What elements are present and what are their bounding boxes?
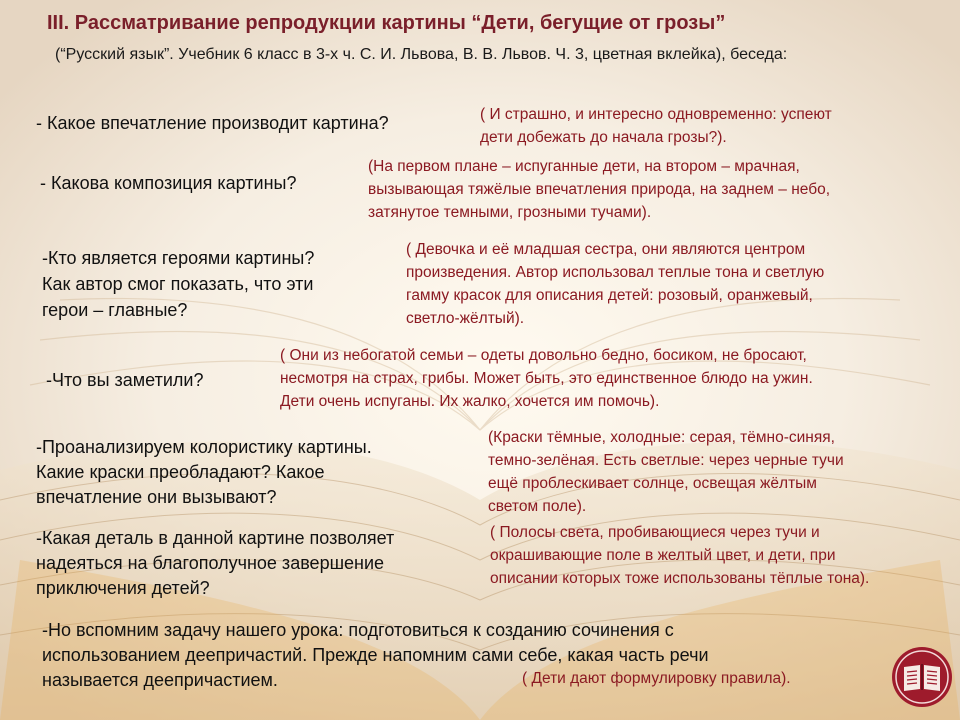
answer-3: ( Девочка и её младшая сестра, они являются центром произведения. Автор использовал теплые тона и светлую гамму красок для описания детей: розовый, оранжевый, светло-жёлтый). bbox=[406, 241, 825, 327]
question-6: -Какая деталь в данной картине позволяет надеяться на благополучное завершение приключения детей? bbox=[36, 528, 395, 598]
question-1: - Какое впечатление производит картина? bbox=[36, 113, 389, 133]
answer-6: ( Полосы света, пробивающиеся через тучи и окрашивающие поле в желтый цвет, и дети, при описании которых тоже использованы тёплые тона). bbox=[490, 524, 870, 587]
book-emblem-icon bbox=[890, 645, 954, 709]
final-answer: ( Дети дают формулировку правила). bbox=[522, 670, 791, 687]
final-prompt: -Но вспомним задачу нашего урока: подготовиться к созданию сочинения с использованием деепричастий. Прежде напомним сами себе, какая часть речи называется деепричастием. bbox=[42, 620, 709, 690]
answer-5: (Краски тёмные, холодные: серая, тёмно-синяя, темно-зелёная. Есть светлые: через черные тучи ещё проблескивает солнце, освещая жёлтым светом поле). bbox=[488, 429, 844, 515]
question-5: -Проанализируем колористику картины. Какие краски преобладают? Какое впечатление они вызывают? bbox=[36, 437, 372, 507]
answer-1: ( И страшно, и интересно одновременно: успеют дети добежать до начала грозы?). bbox=[480, 106, 832, 146]
question-2: - Какова композиция картины? bbox=[40, 173, 297, 193]
answer-4: ( Они из небогатой семьи – одеты довольно бедно, босиком, не бросают, несмотря на страх, грибы. Может быть, это единственное блюдо на ужин. Дети очень испуганы. Их жалко, хочется им помочь). bbox=[280, 347, 813, 410]
question-3: -Кто является героями картины? Как автор смог показать, что эти герои – главные? bbox=[42, 248, 315, 320]
slide-title: III. Рассматривание репродукции картины “Дети, бегущие от грозы” bbox=[47, 12, 726, 34]
question-4: -Что вы заметили? bbox=[46, 370, 204, 390]
slide-subtitle: (“Русский язык”. Учебник 6 класс в 3-х ч. С. И. Львова, В. В. Львов. Ч. 3, цветная вклейка), беседа: bbox=[55, 46, 788, 63]
answer-2: (На первом плане – испуганные дети, на втором – мрачная, вызывающая тяжёлые впечатления природа, на заднем – небо, затянутое темными, грозными тучами). bbox=[368, 158, 831, 221]
